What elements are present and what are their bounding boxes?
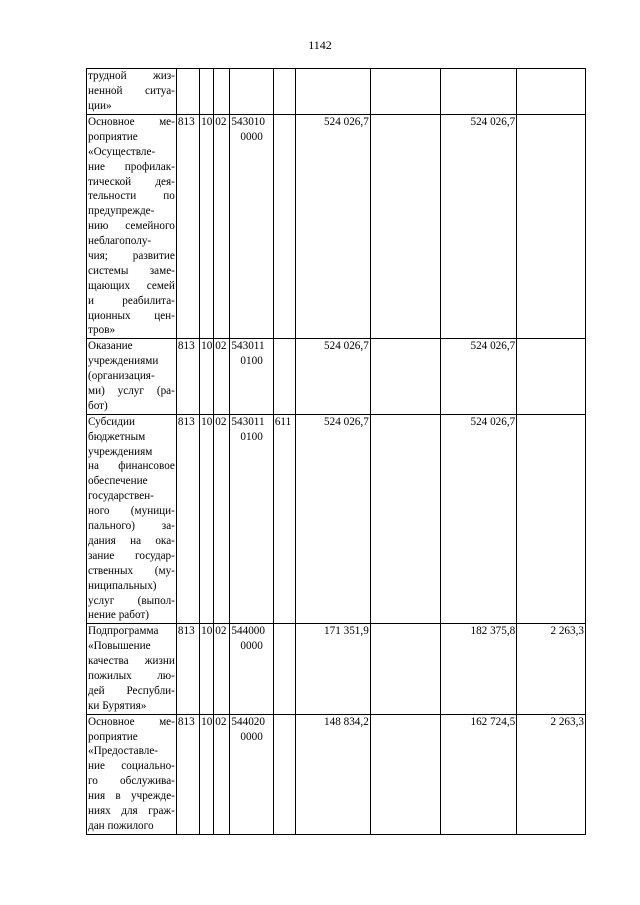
csr-line: 0100	[240, 430, 263, 443]
row-name-line: тров»	[88, 324, 116, 337]
table-row	[87, 339, 586, 414]
amount-cell-1	[296, 69, 371, 115]
row-name-line: ки Бурятия»	[88, 699, 147, 712]
row-name-line: пожилых лю-	[88, 669, 175, 682]
row-name-line: Субсидии	[88, 415, 135, 428]
row-name-line: дания на ока-	[88, 534, 175, 547]
row-name-line: чия; развитие	[88, 250, 175, 263]
row-name-cell	[87, 414, 177, 623]
row-name-line: Оказание	[88, 340, 133, 353]
pr-cell: 02	[214, 339, 230, 414]
amount-cell-3: 162 724,5	[441, 714, 517, 834]
vr-cell	[273, 69, 295, 115]
row-name-line: «Предоставле-	[88, 745, 159, 758]
row-name-line: Основное ме-	[88, 116, 175, 128]
csr-cell	[230, 414, 273, 623]
pr-cell	[214, 69, 230, 115]
row-name-line: пального) за-	[88, 520, 175, 533]
amount-cell-1: 148 834,2	[296, 714, 371, 834]
vr-cell	[273, 624, 295, 714]
ved-cell: 813	[176, 115, 199, 339]
row-name-line: роприятие	[88, 730, 138, 743]
rz-cell: 10	[200, 624, 214, 714]
row-name-line: ниципальных)	[88, 579, 157, 592]
rz-cell: 10	[200, 115, 214, 339]
row-name-line: дей Республи-	[88, 684, 175, 697]
table-row	[87, 115, 586, 339]
row-name-line: государствен-	[88, 490, 154, 503]
rz-cell	[200, 69, 214, 115]
vr-cell: 611	[273, 414, 295, 623]
row-name-line: ного (муници-	[88, 505, 175, 518]
row-name-line: услуг (выпол-	[88, 594, 175, 607]
row-name-line: ние профилак-	[88, 160, 175, 173]
row-name-line: ниях для граж-	[88, 804, 175, 817]
row-name-line: тической дея-	[88, 175, 175, 188]
csr-cell	[230, 624, 273, 714]
row-name-line: бот)	[88, 399, 108, 412]
amount-cell-4: 2 263,3	[517, 714, 586, 834]
row-name-line: ционных цен-	[88, 309, 175, 322]
amount-cell-1: 524 026,7	[296, 115, 371, 339]
row-name-line: учреждениям	[88, 445, 153, 458]
row-name-cell	[87, 624, 177, 714]
amount-cell-1: 524 026,7	[296, 414, 371, 623]
amount-cell-4	[517, 115, 586, 339]
ved-cell: 813	[176, 414, 199, 623]
amount-cell-3: 524 026,7	[441, 115, 517, 339]
row-name-line: бюджетным	[88, 430, 146, 443]
amount-cell-3: 182 375,8	[441, 624, 517, 714]
pr-cell: 02	[214, 714, 230, 834]
row-name-line: и реабилита-	[88, 294, 175, 307]
ved-cell: 813	[176, 339, 199, 414]
csr-cell	[230, 339, 273, 414]
row-name-line: ненной ситуа-	[88, 84, 175, 97]
ved-cell: 813	[176, 714, 199, 834]
row-name-cell	[87, 69, 177, 115]
amount-cell-3: 524 026,7	[441, 414, 517, 623]
page-number: 1142	[308, 38, 332, 52]
row-name-line: на финансовое	[88, 460, 175, 473]
amount-cell-4	[517, 69, 586, 115]
row-name-line: обеспечение	[88, 475, 148, 488]
amount-cell-2	[370, 414, 441, 623]
row-name-line: учреждениями	[88, 355, 159, 368]
budget-table	[86, 68, 586, 835]
csr-line: 544000	[231, 625, 265, 638]
rz-cell: 10	[200, 414, 214, 623]
table-row	[87, 414, 586, 623]
row-name-line: дан пожилого	[88, 819, 154, 832]
csr-line: 543010	[231, 116, 265, 128]
amount-cell-2	[370, 624, 441, 714]
csr-line: 0000	[240, 730, 263, 743]
vr-cell	[273, 714, 295, 834]
rz-cell: 10	[200, 339, 214, 414]
amount-cell-1: 171 351,9	[296, 624, 371, 714]
csr-cell	[230, 115, 273, 339]
csr-cell	[230, 714, 273, 834]
row-name-line: Основное ме-	[88, 715, 175, 728]
row-name-line: нию семейного	[88, 220, 175, 233]
amount-cell-2	[370, 115, 441, 339]
row-name-cell	[87, 714, 177, 834]
table-row	[87, 69, 586, 115]
row-name-line: качества жизни	[88, 655, 175, 668]
row-name-line: неблагополу-	[88, 235, 152, 248]
csr-line: 543011	[231, 340, 265, 353]
row-name-line: «Осуществле-	[88, 145, 156, 158]
row-name-line: (организация-	[88, 370, 155, 383]
row-name-line: ственных (му-	[88, 564, 175, 577]
row-name-line: ние социально-	[88, 760, 175, 773]
row-name-line: системы заме-	[88, 264, 175, 277]
row-name-line: ми) услуг (ра-	[88, 385, 175, 398]
csr-line: 0000	[240, 130, 263, 143]
row-name-line: роприятие	[88, 130, 138, 143]
amount-cell-2	[370, 339, 441, 414]
row-name-line: предупрежде-	[88, 205, 155, 218]
amount-cell-4	[517, 414, 586, 623]
row-name-line: зание государ-	[88, 549, 175, 562]
csr-line: 544020	[231, 715, 265, 728]
csr-line: 0100	[240, 355, 263, 368]
table-row	[87, 624, 586, 714]
amount-cell-1: 524 026,7	[296, 339, 371, 414]
vr-cell	[273, 115, 295, 339]
pr-cell: 02	[214, 624, 230, 714]
ved-cell: 813	[176, 624, 199, 714]
vr-cell	[273, 339, 295, 414]
amount-cell-3	[441, 69, 517, 115]
amount-cell-2	[370, 69, 441, 115]
row-name-line: ции»	[88, 99, 112, 112]
csr-line: 0000	[240, 640, 263, 653]
ved-cell	[176, 69, 199, 115]
csr-cell	[230, 69, 273, 115]
rz-cell: 10	[200, 714, 214, 834]
row-name-line: ния в учрежде-	[88, 790, 175, 803]
amount-cell-4: 2 263,3	[517, 624, 586, 714]
row-name-line: нение работ)	[88, 609, 150, 622]
amount-cell-4	[517, 339, 586, 414]
row-name-line: щающих семей	[88, 279, 175, 292]
row-name-cell	[87, 339, 177, 414]
csr-line: 543011	[231, 415, 265, 428]
amount-cell-3: 524 026,7	[441, 339, 517, 414]
row-name-line: го обслужива-	[88, 775, 175, 788]
table-row	[87, 714, 586, 834]
row-name-cell	[87, 115, 177, 339]
pr-cell: 02	[214, 115, 230, 339]
row-name-line: «Повышение	[88, 640, 151, 653]
amount-cell-2	[370, 714, 441, 834]
row-name-line: Подпрограмма	[88, 625, 159, 638]
row-name-line: тельности по	[88, 190, 175, 203]
row-name-line: трудной жиз-	[88, 70, 175, 82]
pr-cell: 02	[214, 414, 230, 623]
